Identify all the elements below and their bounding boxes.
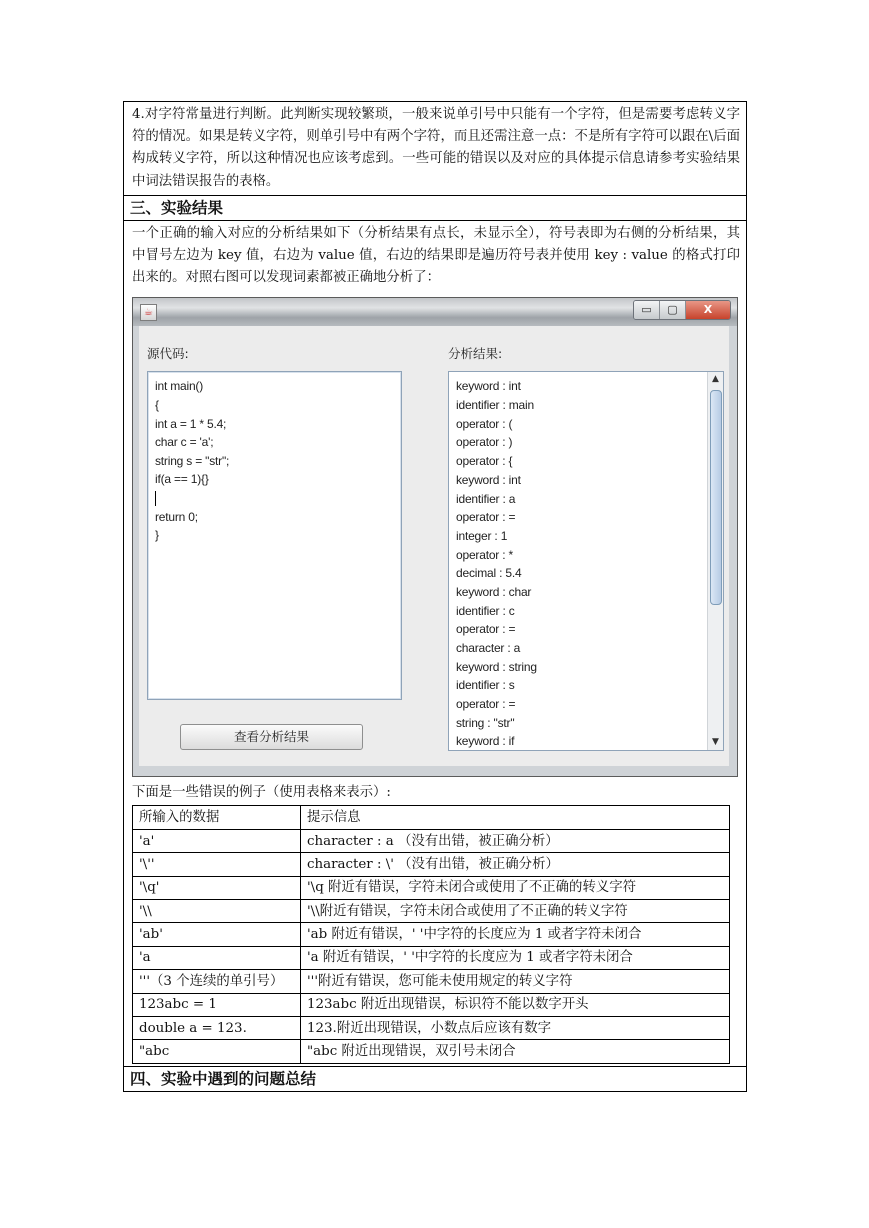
result-item: keyword : char — [456, 584, 532, 599]
cell-message: '''附近有错误，您可能未使用规定的转义字符 — [301, 970, 730, 993]
view-result-button[interactable]: 查看分析结果 — [180, 724, 363, 750]
table-row — [133, 970, 730, 993]
table-row — [133, 946, 730, 969]
cell-input: 'a — [133, 946, 301, 969]
result-item: operator : ( — [456, 416, 513, 431]
cell-message: 'ab 附近有错误，' '中字符的长度应为 1 或者字符未闭合 — [301, 923, 730, 946]
document-table — [123, 101, 747, 1092]
table-row — [133, 876, 730, 899]
java-cup-icon: ☕ — [140, 304, 157, 321]
result-item: identifier : s — [456, 678, 515, 693]
result-item: identifier : c — [456, 603, 515, 618]
cell-message: "abc 附近出现错误，双引号未闭合 — [301, 1040, 730, 1063]
code-line: int a = 1 * 5.4; — [155, 416, 227, 431]
cell-input: '\'' — [133, 853, 301, 876]
result-item: identifier : a — [456, 491, 516, 506]
table-row — [133, 853, 730, 876]
close-button[interactable]: X — [686, 301, 730, 319]
window-titlebar[interactable] — [133, 298, 737, 326]
caret-line — [148, 489, 401, 508]
table-intro: 下面是一些错误的例子（使用表格来表示）: — [132, 785, 391, 801]
result-item: keyword : if — [456, 734, 515, 749]
table-row — [133, 993, 730, 1016]
result-item: identifier : main — [456, 398, 534, 413]
result-item: character : a — [456, 641, 521, 656]
code-line: { — [155, 398, 159, 413]
code-line: return 0; — [155, 509, 198, 524]
table-row — [133, 829, 730, 852]
code-line: int main() — [155, 379, 204, 394]
cell-input: double a = 123. — [133, 1016, 301, 1039]
header-message: 提示信息 — [301, 806, 730, 829]
result-item: string : "str" — [456, 715, 515, 730]
error-examples-table — [132, 805, 730, 1063]
section3-paragraph: 一个正确的输入对应的分析结果如下（分析结果有点长，未显示全），符号表即为右侧的分析结果，其中冒号左边为 key 值，右边为 value 值，右边的结果即是遍历符号表并使用 key : value 的格式打印出来的。对照右图可以发现词素都被正确地分析了： — [132, 225, 740, 286]
cell-message: 'a 附近有错误，' '中字符的长度应为 1 或者字符未闭合 — [301, 946, 730, 969]
result-item: integer : 1 — [456, 528, 508, 543]
text-caret — [155, 491, 156, 506]
cell-message: character : \' （没有出错，被正确分析） — [301, 853, 730, 876]
source-label: 源代码: — [147, 346, 189, 362]
section3-heading: 三、实验结果 — [124, 195, 746, 221]
result-item: keyword : string — [456, 659, 537, 674]
cell-message: '\q 附近有错误，字符未闭合或使用了不正确的转义字符 — [301, 876, 730, 899]
code-line: char c = 'a'; — [155, 435, 214, 450]
table-row — [133, 1016, 730, 1039]
scrollbar-thumb[interactable] — [710, 390, 722, 605]
cell-input: 'a' — [133, 829, 301, 852]
window-controls — [633, 300, 731, 320]
content-panel — [139, 326, 729, 766]
scroll-down-icon[interactable]: ▼ — [712, 737, 719, 748]
cell-message: 123abc 附近出现错误，标识符不能以数字开头 — [301, 993, 730, 1016]
cell-input: 'ab' — [133, 923, 301, 946]
result-item: operator : ) — [456, 435, 513, 450]
section4-heading: 四、实验中遇到的问题总结 — [124, 1066, 746, 1091]
cell-message: 123.附近出现错误，小数点后应该有数字 — [301, 1016, 730, 1039]
result-item: operator : = — [456, 622, 516, 637]
item4-paragraph: 4.对字符常量进行判断。此判断实现较繁琐，一般来说单引号中只能有一个字符，但是需要考虑转义字符的情况。如果是转义字符，则单引号中有两个字符，而且还需注意一点：不是所有字符可以跟在\后面构成转义字符，所以这种情况也应该考虑到。一些可能的错误以及对应的具体提示信息请参考实验结果中词法错误报告的表格。 — [132, 107, 740, 189]
minimize-button[interactable]: ▭ — [634, 301, 660, 319]
result-item: keyword : int — [456, 472, 521, 487]
table-row — [133, 899, 730, 922]
result-item: decimal : 5.4 — [456, 566, 522, 581]
cell-input: '\\ — [133, 899, 301, 922]
source-code-textarea[interactable] — [147, 371, 402, 700]
header-input: 所输入的数据 — [133, 806, 301, 829]
cell-input: "abc — [133, 1040, 301, 1063]
cell-input: '\q' — [133, 876, 301, 899]
code-line: } — [155, 528, 159, 543]
result-item: operator : { — [456, 454, 513, 469]
result-item: keyword : int — [456, 379, 521, 394]
table-header-row — [133, 806, 730, 829]
maximize-button[interactable]: ▢ — [660, 301, 686, 319]
vertical-scrollbar[interactable] — [707, 372, 723, 750]
table-row — [133, 1040, 730, 1063]
table-row — [133, 923, 730, 946]
result-item: operator : = — [456, 510, 516, 525]
result-item: operator : = — [456, 697, 516, 712]
result-label: 分析结果: — [448, 346, 503, 362]
cell-message: '\\附近有错误，字符未闭合或使用了不正确的转义字符 — [301, 899, 730, 922]
scroll-up-icon[interactable]: ▲ — [712, 374, 719, 385]
code-line: string s = "str"; — [155, 453, 230, 468]
cell-input: 123abc = 1 — [133, 993, 301, 1016]
result-list[interactable] — [448, 371, 724, 751]
cell-message: character : a （没有出错，被正确分析） — [301, 829, 730, 852]
code-line: if(a == 1){} — [155, 472, 209, 487]
app-window-screenshot — [132, 297, 738, 777]
result-item: operator : * — [456, 547, 513, 562]
cell-input: '''（3 个连续的单引号） — [133, 970, 301, 993]
